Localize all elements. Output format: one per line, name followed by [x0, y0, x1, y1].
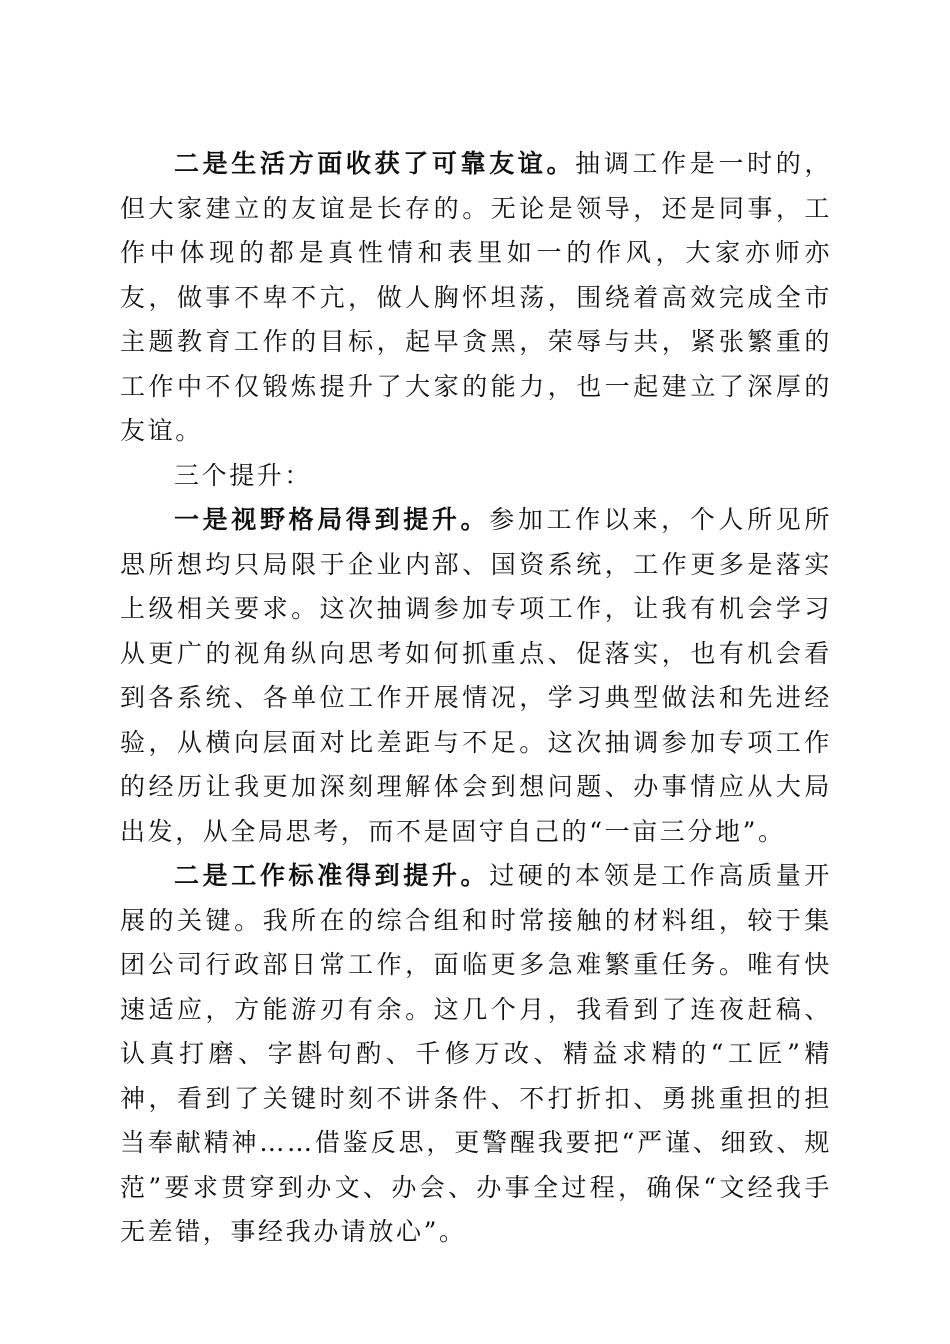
paragraph-lead: 一是视野格局得到提升。	[174, 505, 490, 534]
paragraph-body: 过硬的本领是工作高质量开展的关键。我所在的综合组和时常接触的材料组，较于集团公司行政部日常工作，面临更多急难繁重任务。唯有快速适应，方能游刃有余。这几个月，我看到了连夜赶稿、认真打磨、字斟句酌、千修万改、精益求精的“工匠”精神，看到了关键时刻不讲条件、不打折扣、勇挑重担的担当奉献精神……借鉴反思，更警醒我要把“严谨、细致、规范”要求贯穿到办文、办会、办事全过程，确保“文经我手无差错，事经我办请放心”。	[120, 861, 832, 1246]
paragraph-friendship	[120, 142, 832, 454]
paragraph-standards	[120, 854, 832, 1255]
paragraph-vision	[120, 498, 832, 854]
paragraph-lead: 二是生活方面收获了可靠友谊。	[174, 149, 576, 178]
document-page	[120, 142, 832, 1255]
paragraph-three-improvements-heading	[120, 454, 832, 499]
paragraph-body: 参加工作以来，个人所见所思所想均只局限于企业内部、国资系统，工作更多是落实上级相关要求。这次抽调参加专项工作，让我有机会学习从更广的视角纵向思考如何抓重点、促落实，也有机会看到各系统、各单位工作开展情况，学习典型做法和先进经验，从横向层面对比差距与不足。这次抽调参加专项工作的经历让我更加深刻理解体会到想问题、办事情应从大局出发，从全局思考，而不是固守自己的“一亩三分地”。	[120, 505, 832, 846]
paragraph-lead: 二是工作标准得到提升。	[174, 861, 490, 890]
paragraph-body: 三个提升：	[174, 460, 313, 490]
paragraph-body: 抽调工作是一时的，但大家建立的友谊是长存的。无论是领导，还是同事，工作中体现的都是真性情和表里如一的作风，大家亦师亦友，做事不卑不亢，做人胸怀坦荡，围绕着高效完成全市主题教育工作的目标，起早贪黑，荣辱与共，紧张繁重的工作中不仅锻炼提升了大家的能力，也一起建立了深厚的友谊。	[120, 149, 833, 445]
